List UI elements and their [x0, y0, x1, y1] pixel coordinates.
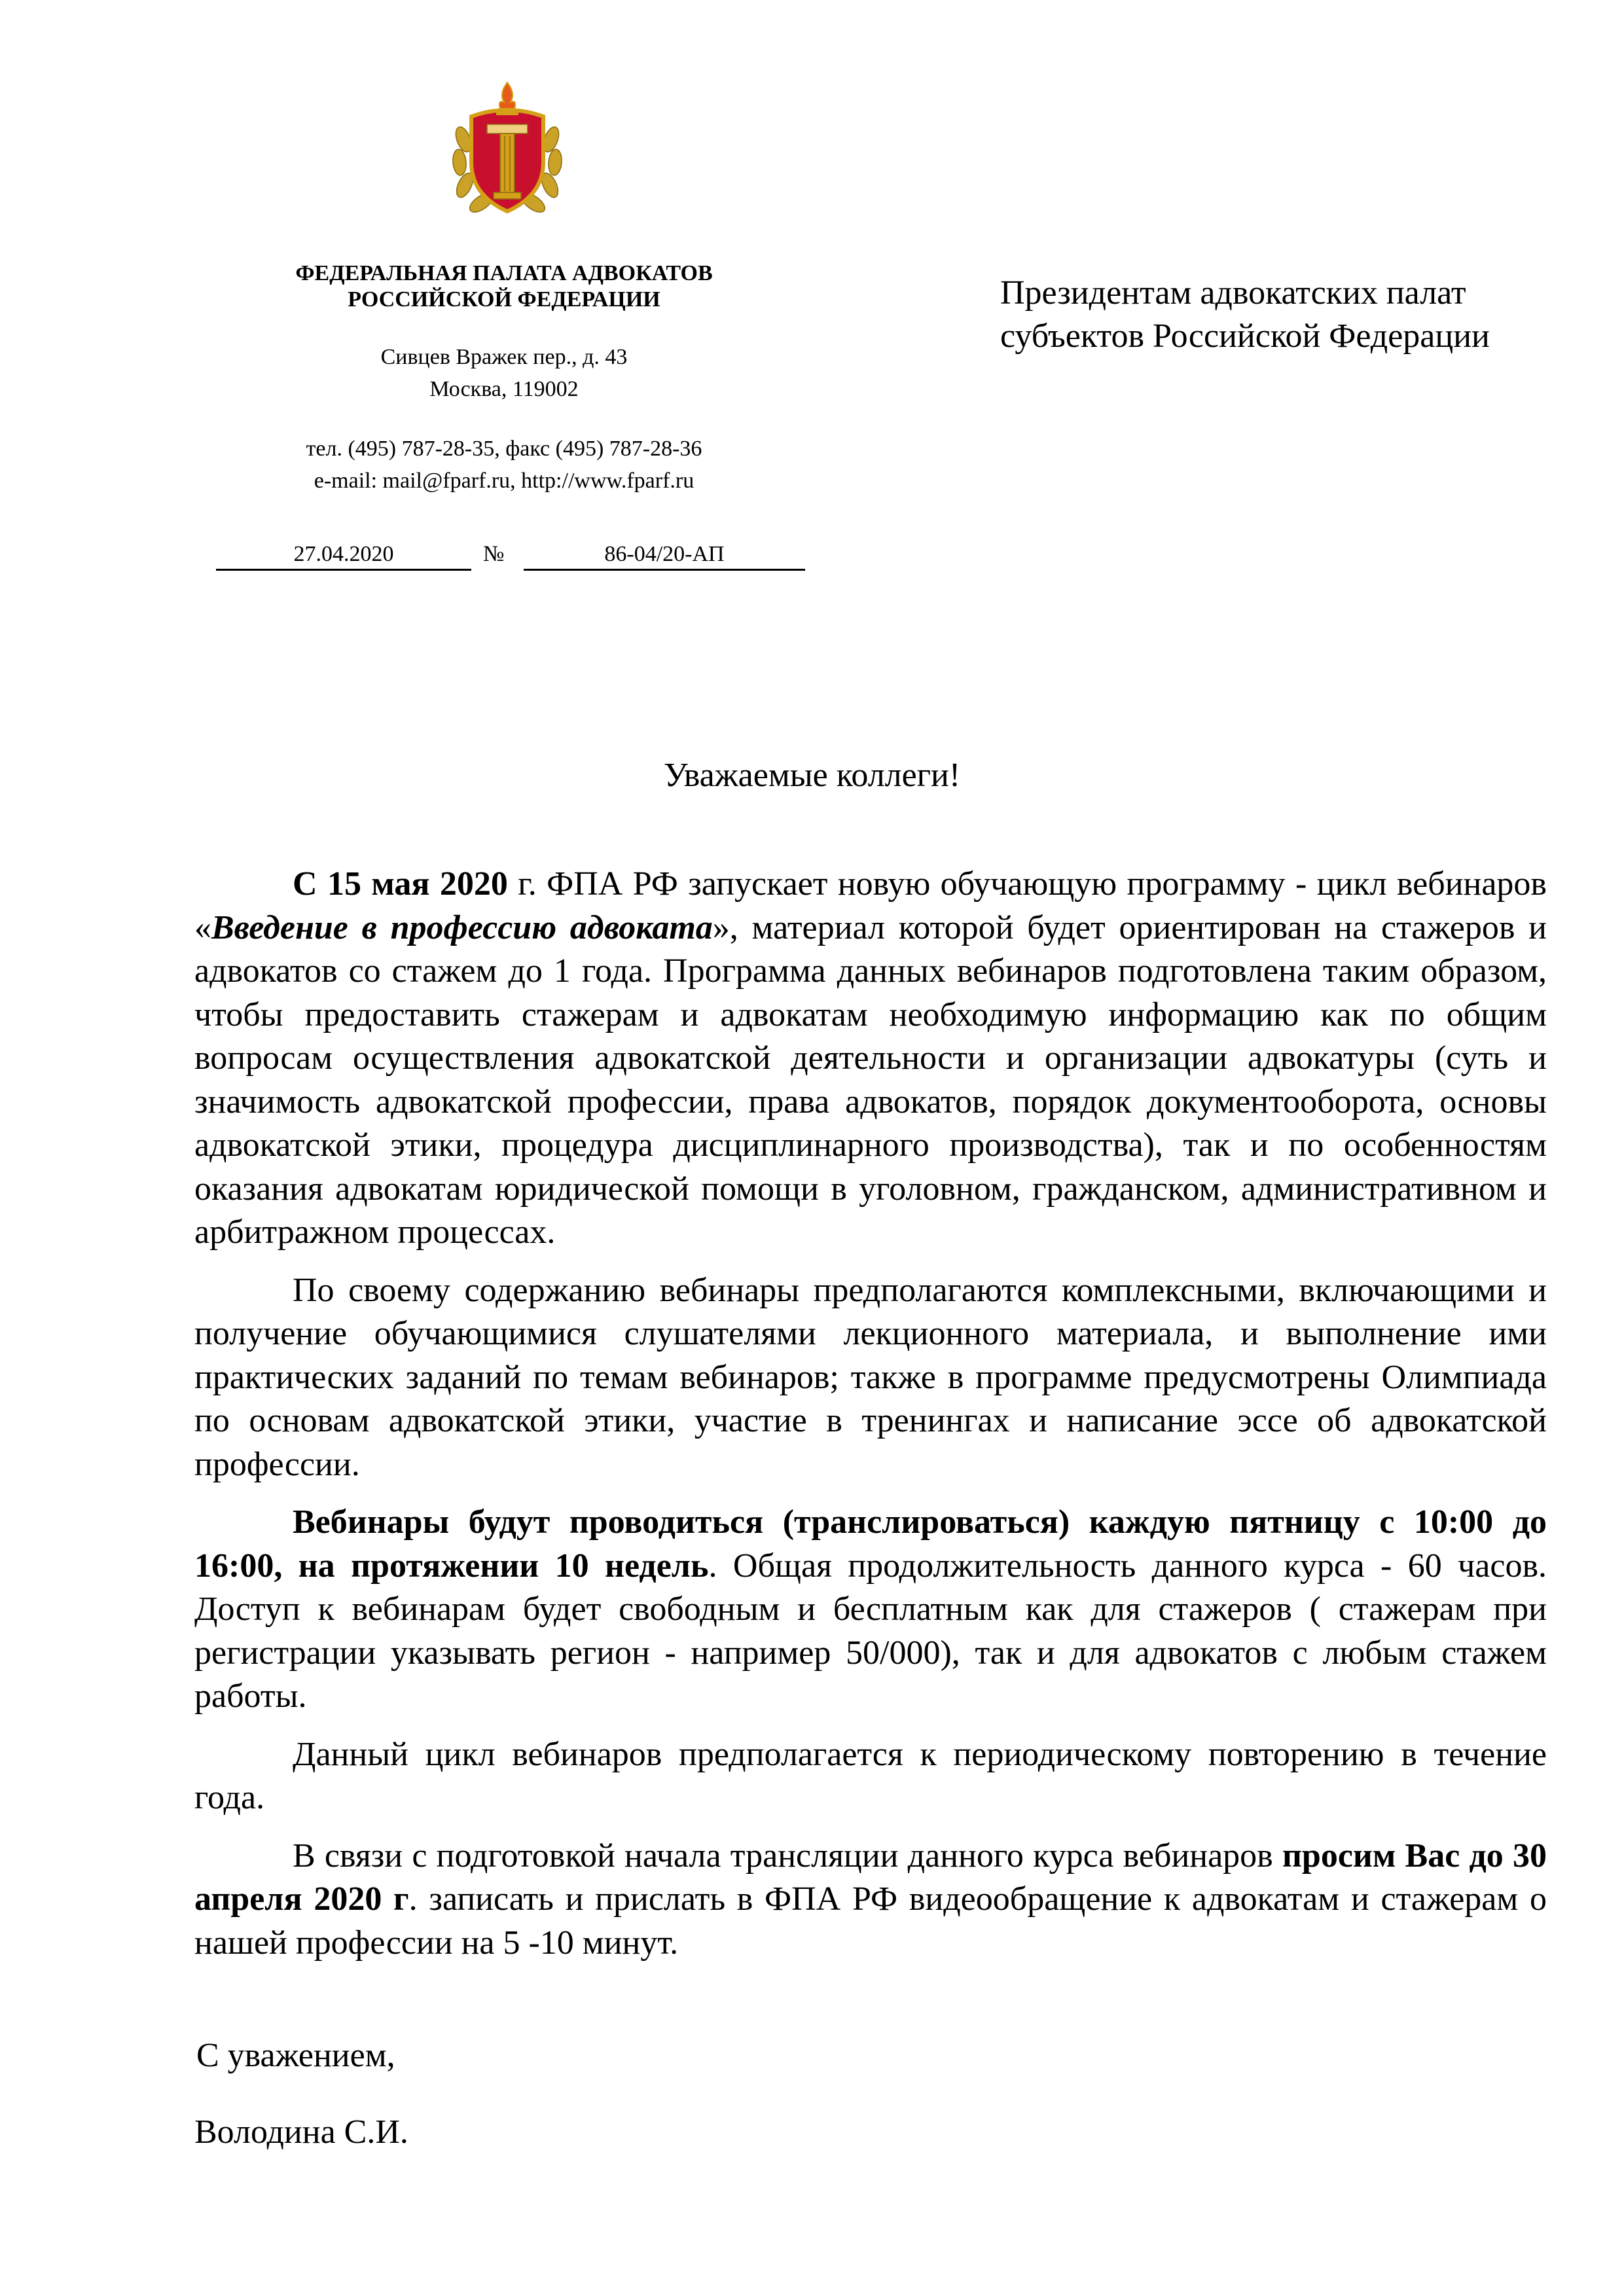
start-date: С 15 мая 2020 [293, 865, 508, 903]
salutation: Уважаемые коллеги! [663, 757, 961, 794]
paragraph-1-text-a: г. ФПА РФ запускает новую обучающую программу - цикл вебинаров « [194, 865, 1547, 946]
paragraph-3 [194, 1501, 1547, 1719]
letter-date: 27.04.2020 [216, 540, 471, 571]
org-name-line2: РОССИЙСКОЙ ФЕДЕРАЦИИ [348, 287, 660, 312]
address-line2: Москва, 119002 [429, 377, 579, 401]
letter-number: 86-04/20-АП [524, 540, 805, 571]
closing: С уважением, [196, 2037, 395, 2074]
registration-line [216, 540, 805, 573]
addressee-line2: субъектов Российской Федерации [1000, 317, 1490, 355]
program-title: Введение в профессию адвоката [211, 908, 713, 946]
paragraph-1 [194, 863, 1547, 1255]
sender-block [196, 260, 812, 497]
signer-name: Володина С.И. [194, 2113, 408, 2151]
paragraph-1-text-b: », материал которой будет ориентирован на стажеров и адвокатов со стажем до 1 года. Программа данных вебинаров подготовлена таким образом, чтобы предоставить стажерам и адвокатам необходимую информацию как по общим вопросам осуществления адвокатской деятельности и организации адвокатуры (суть и значимость адвокатской профессии, права адвокатов, порядок документооборота, основы адвокатской этики, процедура дисциплинарного производства), так и по особенностям оказания адвокатам юридической помощи в уголовном, гражданском, административном и арбитражном процессах. [194, 908, 1547, 1251]
number-label: № [483, 542, 505, 566]
paragraph-4: Данный цикл вебинаров предполагается к периодическому повторению в течение года. [194, 1735, 1547, 1816]
addressee [1000, 272, 1589, 358]
phone-line: тел. (495) 787-28-35, факс (495) 787-28-36 [306, 437, 702, 461]
request-bold: просим Вас до 30 апреля 2020 г [194, 1837, 1547, 1918]
schedule-bold: Вебинары будут проводиться (транслироваться) каждую пятницу с 10:00 до 16:00, на протяжении 10 недель [194, 1503, 1547, 1585]
addressee-line1: Президентам адвокатских палат [1000, 274, 1466, 312]
address-line1: Сивцев Вражек пер., д. 43 [380, 345, 628, 369]
email-line: e-mail: mail@fparf.ru, http://www.fparf.ru [314, 469, 695, 493]
paragraph-5-text-a: В связи с подготовкой начала трансляции данного курса вебинаров [293, 1837, 1282, 1874]
paragraph-5 [194, 1835, 1547, 1965]
org-address [196, 341, 812, 405]
paragraph-5-text-b: . записать и прислать в ФПА РФ видеообращение к адвокатам и стажерам о нашей профессии на 5 -10 минут. [194, 1880, 1547, 1962]
org-contacts [196, 433, 812, 497]
fpa-emblem-icon [445, 77, 569, 223]
letter-body [194, 863, 1547, 1965]
org-name-line1: ФЕДЕРАЛЬНАЯ ПАЛАТА АДВОКАТОВ [295, 261, 713, 285]
paragraph-2: По своему содержанию вебинары предполагаются комплексными, включающими и получение обучающимися слушателями лекционного материала, и выполнение ими практических заданий по темам вебинаров; также в программе предусмотрены Олимпиада по основам адвокатской этики, участие в тренингах и написание эссе об адвокатской профессии. [194, 1271, 1547, 1483]
paragraph-3-text: . Общая продолжительность данного курса - 60 часов. Доступ к вебинарам будет свободным и бесплатным как для стажеров ( стажерам при регистрации указывать регион - например 50/000), так и для адвокатов с любым стажем работы. [194, 1547, 1547, 1715]
